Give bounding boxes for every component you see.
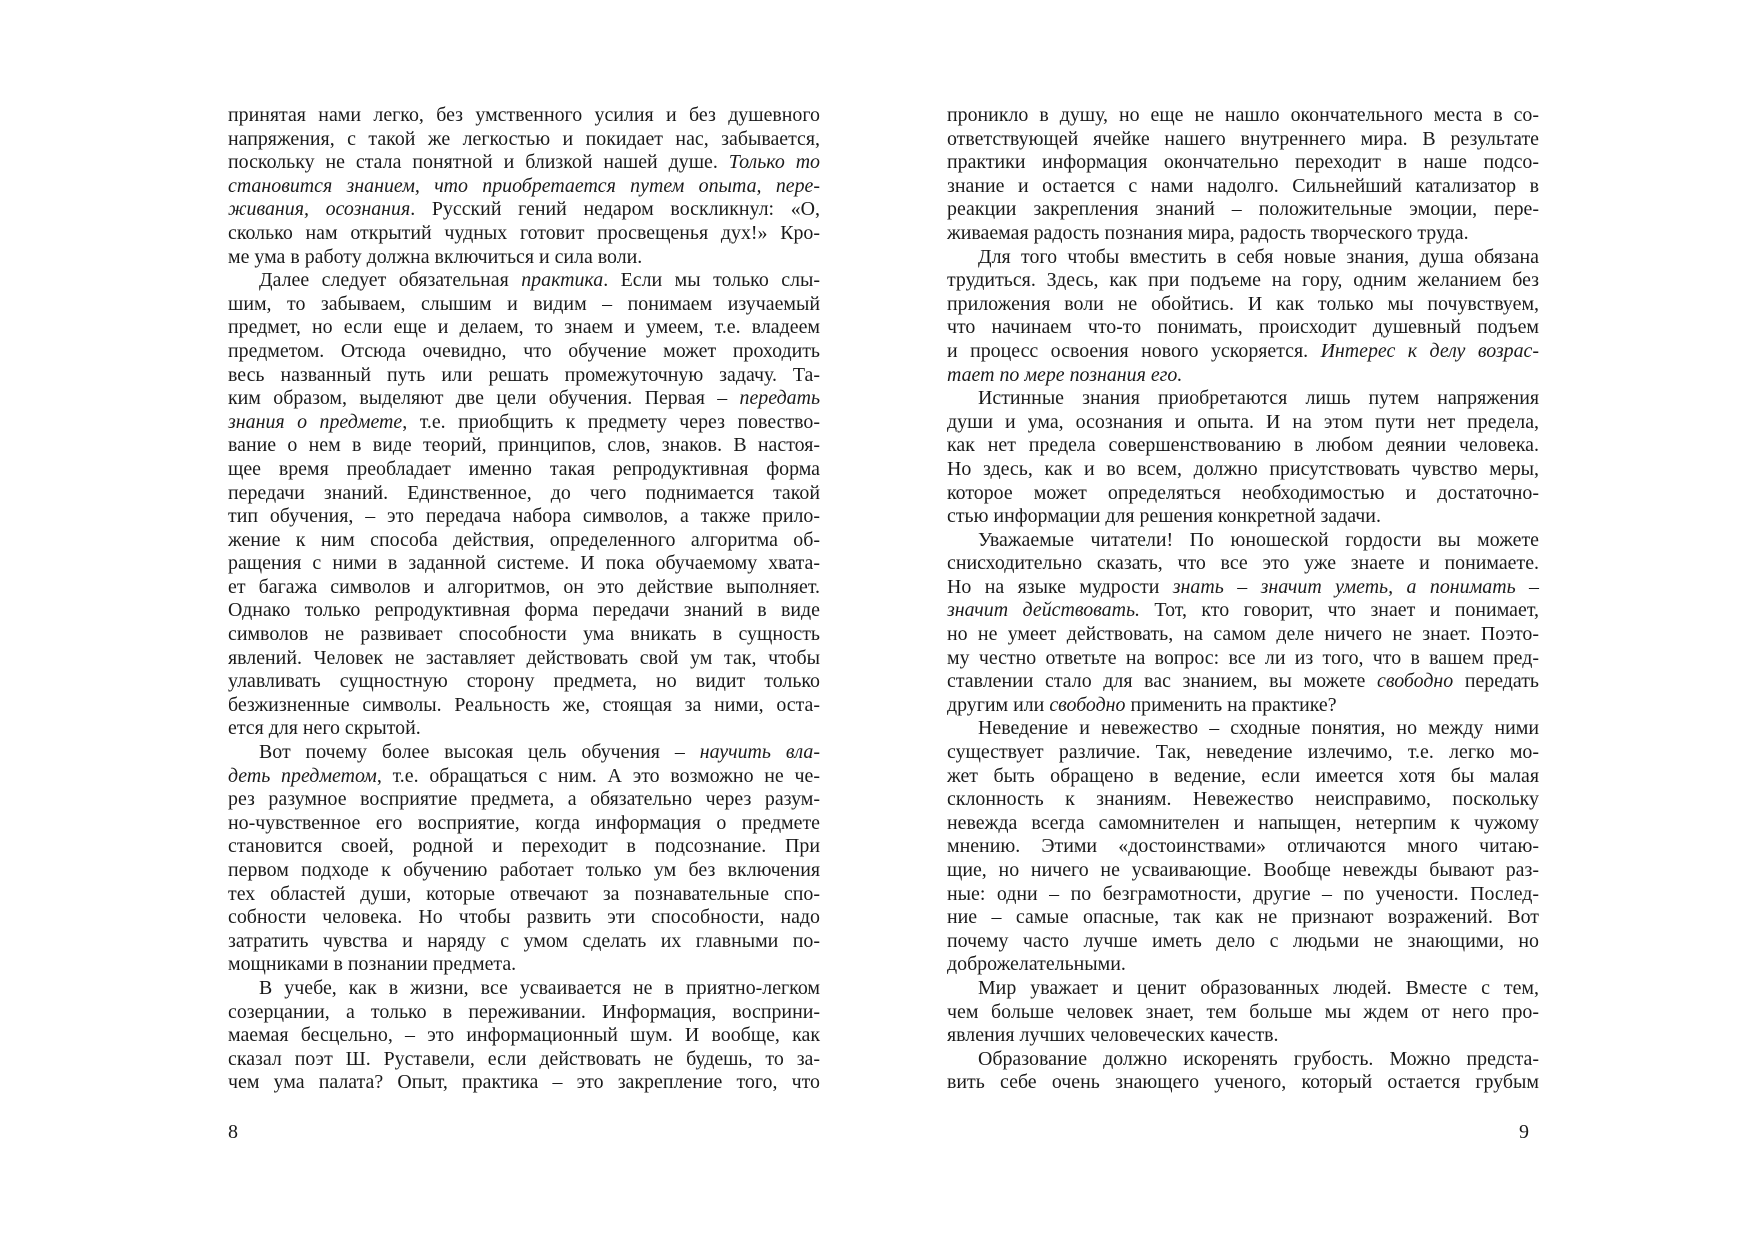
text-line <box>228 1001 820 1025</box>
italic-text: становится знанием, что приобретается путем опыта, пере- <box>228 174 820 197</box>
text-run: но-чувственное его восприятие, когда информация о предмете <box>228 811 820 834</box>
text-line <box>228 246 820 270</box>
text-line <box>947 623 1539 647</box>
text-run: напряжения, с такой же легкостью и покидает нас, забывается, <box>228 127 820 150</box>
text-line <box>228 859 820 883</box>
text-line <box>947 953 1539 977</box>
text-run: мощниками в познании предмета. <box>228 953 517 976</box>
text-line <box>947 316 1539 340</box>
text-line <box>228 552 820 576</box>
text-run: ким образом, выделяют две цели обучения. Первая – <box>228 387 740 410</box>
text-line <box>947 458 1539 482</box>
text-line <box>228 717 820 741</box>
text-line <box>947 1048 1539 1072</box>
italic-text: тает по мере познания его. <box>947 363 1183 386</box>
text-run: щее время преобладает именно такая репродуктивная форма <box>228 457 820 480</box>
text-run: щие, но ничего не усваивающие. Вообще невежды бывают раз- <box>947 859 1539 881</box>
text-run: жет быть обращено в ведение, если имеется хотя бы малая <box>947 764 1539 787</box>
text-line <box>228 1048 820 1072</box>
text-line <box>947 529 1539 553</box>
text-line <box>228 930 820 954</box>
italic-text: живания, осознания <box>228 198 411 221</box>
text-run: стью информации для решения конкретной задачи. <box>947 505 1381 528</box>
text-run: символов не развивает способности ума вникать в сущность <box>228 623 820 646</box>
text-line <box>947 977 1539 1001</box>
text-line <box>228 835 820 859</box>
text-line <box>947 552 1539 576</box>
text-line <box>228 387 820 411</box>
text-line <box>228 222 820 246</box>
text-line <box>228 765 820 789</box>
text-run: живаемая радость познания мира, радость творческого труда. <box>947 221 1469 244</box>
text-line <box>947 411 1539 435</box>
italic-text: свободно <box>1049 693 1126 716</box>
text-line <box>947 364 1539 388</box>
text-run: весь названный путь или решать промежуточную задачу. Та- <box>228 363 820 386</box>
text-line <box>947 175 1539 199</box>
text-run: передать <box>1453 670 1540 693</box>
text-run: ставлении стало для вас знанием, вы можете <box>947 670 1378 693</box>
text-line <box>947 599 1539 623</box>
text-run: предметом. Отсюда очевидно, что обучение может проходить <box>228 339 820 362</box>
text-line <box>947 859 1539 883</box>
text-line <box>947 717 1539 741</box>
text-line <box>228 434 820 458</box>
text-line <box>228 151 820 175</box>
text-line <box>947 670 1539 694</box>
text-run: Истинные знания приобретаются лишь путем напряжения <box>978 387 1539 410</box>
text-run: Вот почему более высокая цель обучения – <box>259 741 700 764</box>
text-run: ращения с ними в заданной системе. И пока обучаемому хвата- <box>228 552 820 575</box>
text-run: Тот, кто говорит, что знает и понимает, <box>1139 599 1539 622</box>
text-line <box>947 647 1539 671</box>
text-run: ет багажа символов и алгоритмов, он это действие выполняет. <box>228 575 820 598</box>
text-line <box>947 1001 1539 1025</box>
text-line <box>228 458 820 482</box>
text-line <box>947 812 1539 836</box>
italic-text: знания о предмете <box>228 410 403 433</box>
text-line <box>947 128 1539 152</box>
text-run: становится своей, родной и переходит в подсознание. При <box>228 835 820 858</box>
text-run: практики информация окончательно переходит в наше подсо- <box>947 151 1539 174</box>
text-run: предмет, но если еще и делаем, то знаем и умеем, т.е. владеем <box>228 316 820 339</box>
text-run: снисходительно сказать, что все это уже знаете и понимаете. <box>947 552 1539 575</box>
text-run: невежда всегда самомнителен и напыщен, нетерпим к чужому <box>947 811 1539 834</box>
text-run: мнению. Этими «достоинствами» отличаются много читаю- <box>947 835 1539 858</box>
text-run: реакции закрепления знаний – положительные эмоции, пере- <box>947 198 1539 221</box>
text-line <box>947 788 1539 812</box>
text-line <box>228 670 820 694</box>
text-run: рез разумное восприятие предмета, а обязательно через разум- <box>228 788 820 811</box>
italic-text: значит действовать. <box>947 599 1140 622</box>
text-line <box>228 269 820 293</box>
text-run: души и ума, осознания и опыта. И на этом пути нет предела, <box>947 410 1539 433</box>
text-run: сколько нам открытий чудных готовит просвещенья дух!» Кро- <box>228 221 820 244</box>
text-run: склонность к знаниям. Невежество неисправимо, поскольку <box>947 788 1539 811</box>
text-line <box>228 175 820 199</box>
text-line <box>947 883 1539 907</box>
text-run: первом подходе к обучению работает только ум без включения <box>228 859 820 881</box>
text-line <box>947 906 1539 930</box>
text-line <box>947 340 1539 364</box>
text-run: Образование должно искоренять грубость. Можно предста- <box>978 1047 1539 1070</box>
text-run: . Русский гений недаром воскликнул: «О, <box>410 198 820 221</box>
text-line <box>228 364 820 388</box>
text-run: Мир уважает и ценит образованных людей. Вместе с тем, <box>978 976 1539 999</box>
text-run: доброжелательными. <box>947 953 1126 976</box>
text-run: Уважаемые читатели! По юношеской гордости вы можете <box>978 528 1539 551</box>
text-run: чем ума палата? Опыт, практика – это закрепление того, что <box>228 1071 820 1094</box>
text-line <box>947 246 1539 270</box>
italic-text: Интерес к делу возрас- <box>1320 339 1539 362</box>
text-run: Для того чтобы вместить в себя новые знания, душа обязана <box>978 245 1539 268</box>
text-line <box>947 222 1539 246</box>
text-run: ответствующей ячейке нашего внутреннего мира. В результате <box>947 127 1539 150</box>
text-run: явления лучших человеческих качеств. <box>947 1024 1279 1047</box>
text-line <box>228 694 820 718</box>
text-run: другим или <box>947 693 1050 716</box>
text-line <box>228 316 820 340</box>
text-line <box>228 104 820 128</box>
text-run: принятая нами легко, без умственного усилия и без душевного <box>228 104 820 126</box>
text-run: Далее следует обязательная <box>259 269 522 292</box>
text-line <box>228 340 820 364</box>
text-run: как нет предела совершенствованию в любом деянии человека. <box>947 434 1539 457</box>
italic-text: знать – значит уметь, а понимать – <box>1172 575 1539 598</box>
text-line <box>947 387 1539 411</box>
text-line <box>947 1071 1539 1095</box>
text-run: тех областей души, которые отвечают за познавательные спо- <box>228 882 820 905</box>
text-line <box>228 293 820 317</box>
text-line <box>947 694 1539 718</box>
text-run: которое может определяться необходимостью и достаточно- <box>947 481 1539 504</box>
text-run: Но здесь, как и во всем, должно присутствовать чувство меры, <box>947 457 1539 480</box>
text-line <box>947 269 1539 293</box>
italic-text: свободно <box>1377 670 1454 693</box>
text-run: В учебе, как в жизни, все усваивается не в приятно-легком <box>259 976 820 999</box>
text-run: улавливать сущностную сторону предмета, но видит только <box>228 670 820 693</box>
text-run: маемая бесцельно, – это информационный шум. И вообще, как <box>228 1024 820 1047</box>
italic-text: деть предметом <box>228 764 377 787</box>
text-line <box>947 1024 1539 1048</box>
text-line <box>228 198 820 222</box>
text-run: проникло в душу, но еще не нашло окончательного места в со- <box>947 104 1539 126</box>
text-line <box>228 128 820 152</box>
text-line <box>228 599 820 623</box>
text-run: тип обучения, – это передача набора символов, а также прило- <box>228 505 820 528</box>
text-run: ется для него скрытой. <box>228 717 421 740</box>
text-line <box>947 104 1539 128</box>
text-run: существует различие. Так, неведение излечимо, т.е. легко мо- <box>947 741 1539 764</box>
text-line <box>947 576 1539 600</box>
text-line <box>228 529 820 553</box>
text-line <box>947 741 1539 765</box>
text-run: знание и остается с нами надолго. Сильнейший катализатор в <box>947 174 1539 197</box>
text-line <box>228 812 820 836</box>
text-line <box>228 906 820 930</box>
text-run: ные: одни – по безграмотности, другие – по учености. Послед- <box>947 882 1539 905</box>
text-run: , т.е. приобщить к предмету через повество- <box>402 410 820 433</box>
text-run: созерцании, а только в переживании. Информация, восприни- <box>228 1000 820 1023</box>
text-run: собности человека. Но чтобы развить эти способности, надо <box>228 906 820 929</box>
text-run: сказал поэт Ш. Руставели, если действовать не будешь, то за- <box>228 1047 820 1070</box>
italic-text: передать <box>739 387 820 410</box>
text-run: но не умеет действовать, на самом деле ничего не знает. Поэто- <box>947 623 1539 646</box>
text-run: затратить чувства и наряду с умом сделать их главными по- <box>228 929 820 952</box>
text-run: чем больше человек знает, тем больше мы ждем от него про- <box>947 1000 1539 1023</box>
text-run: применить на практике? <box>1125 693 1337 716</box>
text-line <box>228 788 820 812</box>
text-line <box>947 151 1539 175</box>
text-line <box>228 647 820 671</box>
italic-text: научить вла- <box>699 741 820 764</box>
text-line <box>228 411 820 435</box>
text-line <box>228 883 820 907</box>
text-line <box>947 482 1539 506</box>
text-line <box>947 835 1539 859</box>
right-page-text <box>947 104 1539 1095</box>
text-line <box>228 953 820 977</box>
text-run: приложения воли не обойтись. И как только мы почувствуем, <box>947 292 1539 315</box>
text-run: поскольку не стала понятной и близкой нашей душе. <box>228 151 729 174</box>
text-line <box>947 505 1539 529</box>
text-run: Однако только репродуктивная форма передачи знаний в виде <box>228 599 820 622</box>
text-run: , т.е. обращаться с ним. А это возможно не че- <box>376 764 820 787</box>
text-line <box>228 482 820 506</box>
left-page-text <box>228 104 820 1095</box>
text-line <box>947 930 1539 954</box>
page-number-right: 9 <box>1519 1121 1529 1143</box>
text-run: му честно ответьте на вопрос: все ли из того, что в вашем пред- <box>947 646 1539 669</box>
text-line <box>947 293 1539 317</box>
text-run: Но на языке мудрости <box>947 575 1173 598</box>
text-run: трудиться. Здесь, как при подъеме на гору, одним желанием без <box>947 269 1539 292</box>
text-line <box>228 1071 820 1095</box>
text-run: безжизненные символы. Реальность же, стоящая за ними, оста- <box>228 693 820 716</box>
italic-text: практика <box>521 269 604 292</box>
text-run: жение к ним способа действия, определенного алгоритма об- <box>228 528 820 551</box>
text-line <box>947 434 1539 458</box>
text-run: . Если мы только слы- <box>603 269 820 292</box>
text-line <box>947 765 1539 789</box>
italic-text: Только то <box>728 151 821 174</box>
text-line <box>228 977 820 1001</box>
text-line <box>228 505 820 529</box>
text-run: что начинаем что-то понимать, происходит душевный подъем <box>947 316 1539 339</box>
text-run: вить себе очень знающего ученого, который остается грубым <box>947 1071 1539 1094</box>
text-run: ние – самые опасные, так как не признают возражений. Вот <box>947 906 1539 929</box>
text-line <box>947 198 1539 222</box>
text-line <box>228 576 820 600</box>
text-run: почему часто лучше иметь дело с людьми не знающими, но <box>947 929 1539 952</box>
text-line <box>228 623 820 647</box>
text-line <box>228 741 820 765</box>
text-run: вание о нем в виде теорий, принципов, слов, знаков. В настоя- <box>228 434 820 457</box>
text-line <box>228 1024 820 1048</box>
text-run: явлений. Человек не заставляет действовать свой ум так, чтобы <box>228 646 820 669</box>
text-run: передачи знаний. Единственное, до чего поднимается такой <box>228 481 820 504</box>
page-number-left: 8 <box>228 1121 238 1143</box>
text-run: Неведение и невежество – сходные понятия, но между ними <box>978 717 1539 740</box>
text-run: и процесс освоения нового ускоряется. <box>947 339 1321 362</box>
text-run: ме ума в работу должна включиться и сила воли. <box>228 245 643 268</box>
text-run: шим, то забываем, слышим и видим – понимаем изучаемый <box>228 292 820 315</box>
